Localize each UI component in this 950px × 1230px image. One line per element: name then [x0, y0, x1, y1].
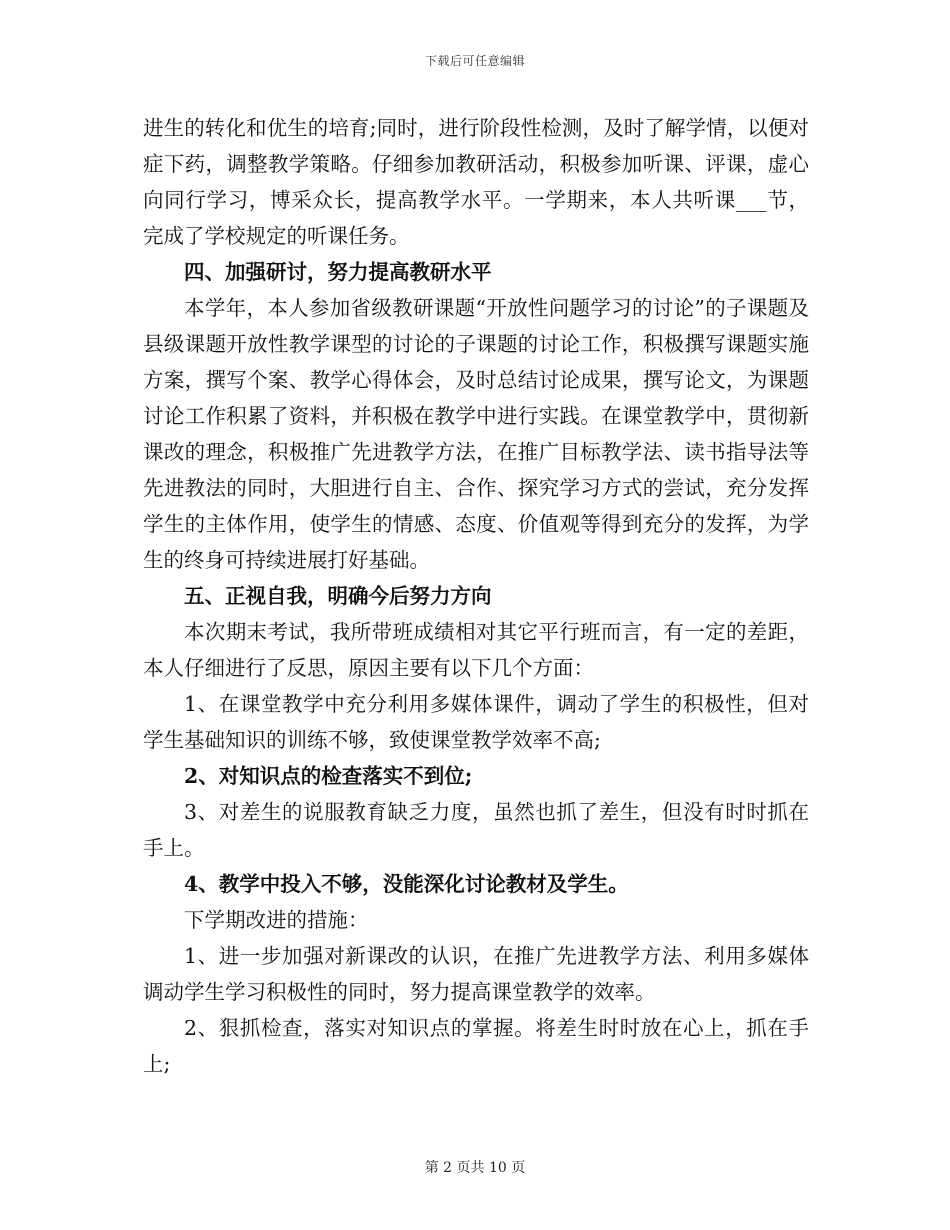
improvement-heading: 下学期改进的措施： [184, 908, 369, 932]
reason-item-3: 3、对差生的说服教育缺乏力度，虽然也抓了差生，但没有时时抓在手上。 [143, 800, 809, 860]
reason-item-1: 1、在课堂教学中充分利用多媒体课件，调动了学生的积极性，但对学生基础知识的训练不够，致使课堂教学效率不高; [143, 692, 809, 752]
section-heading-5: 五、正视自我，明确今后努力方向 [184, 584, 492, 608]
reason-item-2: 2、对知识点的检查落实不到位; [184, 764, 473, 788]
improvement-item-2: 2、狠抓检查，落实对知识点的掌握。将差生时时放在心上，抓在手上; [143, 1016, 809, 1076]
page-footer: 第 2 页共 10 页 [424, 1160, 526, 1176]
page-header: 下载后可任意编辑 [424, 54, 525, 68]
document-body [143, 110, 809, 1082]
paragraph-research: 本学年，本人参加省级教研课题“开放性问题学习的讨论”的子课题及县级课题开放性教学课型的讨论的子课题的讨论工作，积极撰写课题实施方案，撰写个案、教学心得体会，及时总结讨论成果，撰写论文，为课题讨论工作积累了资料，并积极在教学中进行实践。在课堂教学中，贯彻新课改的理念，积极推广先进教学方法，在推广目标教学法、读书指导法等先进教法的同时，大胆进行自主、合作、探究学习方式的尝试，充分发挥学生的主体作用，使学生的情感、态度、价值观等得到充分的发挥，为学生的终身可持续进展打好基础。 [143, 296, 809, 572]
reason-item-4: 4、教学中投入不够，没能深化讨论教材及学生。 [184, 872, 629, 896]
paragraph-exam-reflection: 本次期末考试，我所带班成绩相对其它平行班而言，有一定的差距，本人仔细进行了反思，原因主要有以下几个方面： [143, 620, 809, 680]
section-heading-4: 四、加强研讨，努力提高教研水平 [184, 260, 492, 284]
improvement-item-1: 1、进一步加强对新课改的认识，在推广先进教学方法、利用多媒体调动学生学习积极性的同时，努力提高课堂教学的效率。 [143, 944, 809, 1004]
paragraph-continuation: 进生的转化和优生的培育;同时，进行阶段性检测，及时了解学情，以便对症下药，调整教学策略。仔细参加教研活动，积极参加听课、评课，虚心向同行学习，博采众长，提高教学水平。一学期来，本人共听课___节，完成了学校规定的听课任务。 [143, 116, 809, 248]
